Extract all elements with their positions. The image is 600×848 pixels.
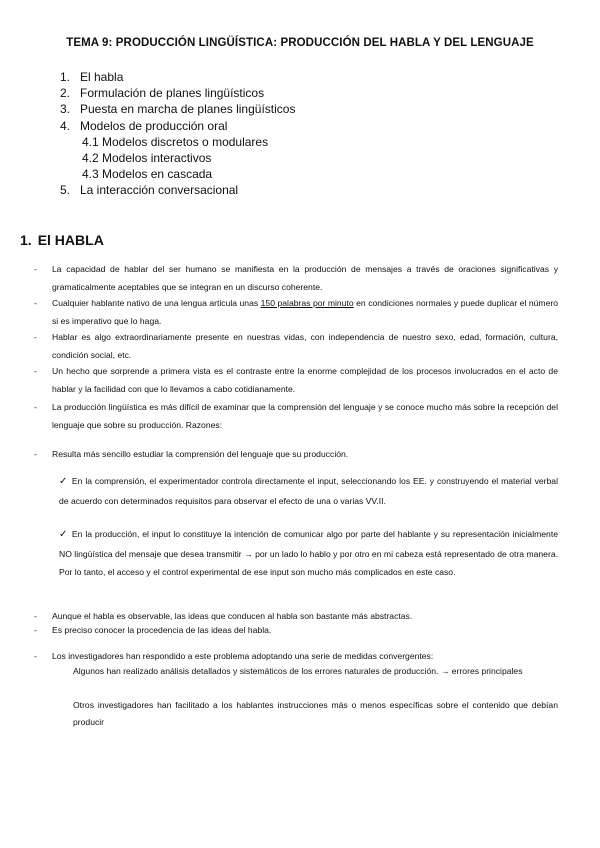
bullet-dash: -	[34, 449, 37, 459]
toc-item	[60, 69, 295, 85]
toc-text: Formulación de planes lingüísticos	[80, 86, 265, 101]
toc-text: El habla	[80, 70, 124, 84]
toc-text: La interacción conversacional	[80, 183, 239, 198]
bullet-dash: -	[34, 402, 37, 412]
bullet-item	[34, 329, 558, 364]
bullet-item	[34, 399, 558, 434]
toc-subitem: 4.1 Modelos discretos o modulares	[82, 134, 269, 149]
toc-item	[60, 182, 295, 198]
underlined-phrase: 150 palabras por minuto	[260, 298, 354, 308]
bullet-text: La capacidad de hablar del ser humano se manifiesta en la producción de mensajes a través de oraciones significativas y gramaticalmente aceptables que se integran en un discurso coherente.	[52, 264, 558, 292]
bullet-text-part: en condiciones normales y puede duplicar el número si es imperativo que lo haga.	[52, 298, 558, 326]
bullet-text: Aunque el habla es observable, las ideas que conducen al habla son bastante más abstractas.	[52, 611, 413, 621]
bullet-item	[34, 622, 558, 640]
check-text: En la comprensión, el experimentador controla directamente el input, seleccionando los EE. y construyendo el material verbal de acuerdo con determinados requisitos para observar el efecto de una o varias VV.II.	[59, 476, 558, 506]
toc-item	[60, 101, 295, 117]
bullet-dash: -	[34, 625, 37, 635]
bullet-text: Un hecho que sorprende a primera vista es el contraste entre la enorme complejidad de los procesos involucrados en el acto de hablar y la facilidad con que lo llevamos a cabo cotidianamente.	[52, 366, 558, 394]
bullet-dash: -	[34, 264, 37, 274]
bullet-text-part: Cualquier hablante nativo de una lengua articula unas	[52, 298, 261, 308]
bullet-dash: -	[34, 332, 37, 342]
bullet-text: Los investigadores han respondido a este problema adoptando una serie de medidas convergentes:	[52, 651, 434, 661]
bullet-item	[34, 261, 558, 296]
check-text: En la producción, el input lo constituye la intención de comunicar algo por parte del hablante y su representación inicialmente NO lingüística del mensaje que desea transmitir → por un lado lo hablo y por otro en mi cabeza está representado de otra manera. Por lo tanto, el acceso y el control experimental de ese input son mucho más complicados en este caso.	[59, 529, 558, 577]
section-heading	[20, 232, 104, 248]
toc-subitem: 4.3 Modelos en cascada	[82, 167, 213, 182]
toc-number: 4.	[60, 118, 71, 133]
table-of-contents	[60, 69, 295, 199]
bullet-text: Hablar es algo extraordinariamente presente en nuestras vidas, con independencia de nuestro sexo, edad, formación, cultura, condición social, etc.	[52, 332, 558, 360]
subpoint: Algunos han realizado análisis detallados y sistemáticos de los errores naturales de producción. → errores principales	[73, 666, 523, 676]
bullet-item	[34, 446, 558, 464]
toc-text: Modelos de producción oral	[80, 118, 228, 133]
check-item	[59, 525, 558, 582]
bullet-dash: -	[34, 611, 37, 621]
section-number: 1.	[20, 232, 32, 248]
toc-number: 5.	[60, 183, 71, 198]
check-item	[59, 472, 558, 510]
checkmark-icon: ✓	[59, 529, 68, 540]
document-title: TEMA 9: PRODUCCIÓN LINGÜÍSTICA: PRODUCCIÓN DEL HABLA Y DEL LENGUAJE	[66, 37, 534, 49]
bullet-item	[34, 363, 558, 398]
bullet-text: Resulta más sencillo estudiar la comprensión del lenguaje que su producción.	[52, 449, 349, 459]
toc-number: 3.	[60, 102, 71, 117]
bullet-item	[34, 295, 558, 330]
toc-number: 1.	[60, 70, 71, 84]
section-title: El HABLA	[37, 232, 104, 248]
bullet-dash: -	[34, 298, 37, 308]
subpoint: Otros investigadores han facilitado a los hablantes instrucciones más o menos específicas sobre el contenido que debían producir	[73, 700, 558, 727]
bullet-dash: -	[34, 366, 37, 376]
toc-number: 2.	[60, 86, 71, 101]
toc-subitem: 4.2 Modelos interactivos	[82, 151, 212, 166]
bullet-text: La producción lingüística es más difícil de examinar que la comprensión del lenguaje y se conoce mucho más sobre la recepción del lenguaje que sobre su producción. Razones:	[52, 402, 558, 430]
bullet-text	[52, 295, 558, 330]
toc-text: Puesta en marcha de planes lingüísticos	[80, 102, 296, 117]
bullet-dash: -	[34, 651, 37, 661]
toc-item	[60, 85, 295, 101]
toc-item	[60, 118, 295, 134]
checkmark-icon: ✓	[59, 476, 68, 487]
bullet-text: Es preciso conocer la procedencia de las ideas del habla.	[52, 625, 272, 635]
